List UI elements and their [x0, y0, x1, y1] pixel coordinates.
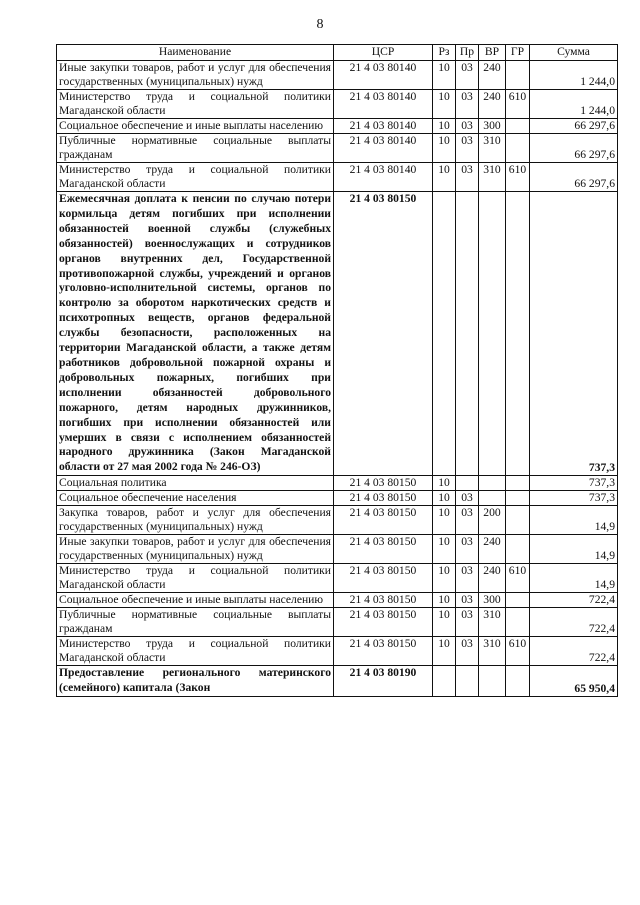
- row-sum: 66 297,6: [530, 119, 618, 134]
- row-name: Социальное обеспечение и иные выплаты населению: [57, 119, 334, 134]
- row-name: Министерство труда и социальной политики Магаданской области: [57, 564, 334, 593]
- row-rz: 10: [433, 535, 456, 564]
- table-row: [57, 192, 618, 476]
- table-row: [57, 564, 618, 593]
- row-csr: 21 4 03 80150: [334, 593, 433, 608]
- row-sum: 14,9: [530, 564, 618, 593]
- row-rz: 10: [433, 134, 456, 163]
- header-name: Наименование: [57, 45, 334, 61]
- row-vr: 240: [479, 61, 506, 90]
- table-row: [57, 61, 618, 90]
- row-gr: [506, 476, 530, 491]
- row-name: Социальная политика: [57, 476, 334, 491]
- row-vr: 310: [479, 163, 506, 192]
- row-rz: 10: [433, 491, 456, 506]
- row-vr: 240: [479, 535, 506, 564]
- row-rz: 10: [433, 61, 456, 90]
- row-gr: [506, 192, 530, 476]
- row-name: Иные закупки товаров, работ и услуг для обеспечения государственных (муниципальных) нужд: [57, 61, 334, 90]
- row-sum: 66 297,6: [530, 134, 618, 163]
- row-rz: 10: [433, 564, 456, 593]
- row-gr: [506, 119, 530, 134]
- row-gr: 610: [506, 637, 530, 666]
- table-row: [57, 119, 618, 134]
- row-gr: [506, 491, 530, 506]
- table-row: [57, 491, 618, 506]
- row-name: Иные закупки товаров, работ и услуг для обеспечения государственных (муниципальных) нужд: [57, 535, 334, 564]
- row-rz: 10: [433, 476, 456, 491]
- row-rz: [433, 192, 456, 476]
- row-pr: 03: [456, 61, 479, 90]
- row-sum: 66 297,6: [530, 163, 618, 192]
- row-rz: 10: [433, 506, 456, 535]
- row-name: Публичные нормативные социальные выплаты гражданам: [57, 134, 334, 163]
- row-sum: 737,3: [530, 192, 618, 476]
- row-sum: 737,3: [530, 491, 618, 506]
- row-gr: 610: [506, 163, 530, 192]
- row-rz: 10: [433, 119, 456, 134]
- budget-table: [56, 44, 618, 697]
- row-gr: [506, 593, 530, 608]
- page-number: 8: [316, 17, 324, 32]
- row-pr: 03: [456, 134, 479, 163]
- row-csr: 21 4 03 80150: [334, 476, 433, 491]
- row-sum: 14,9: [530, 506, 618, 535]
- table-row: [57, 134, 618, 163]
- row-name: Социальное обеспечение и иные выплаты населению: [57, 593, 334, 608]
- row-pr: 03: [456, 119, 479, 134]
- row-csr: 21 4 03 80150: [334, 535, 433, 564]
- header-sum: Сумма: [530, 45, 618, 61]
- row-sum: 65 950,4: [530, 666, 618, 697]
- row-gr: [506, 608, 530, 637]
- row-vr: [479, 666, 506, 697]
- row-pr: 03: [456, 535, 479, 564]
- row-name: Социальное обеспечение населения: [57, 491, 334, 506]
- table-row: [57, 476, 618, 491]
- row-name: Министерство труда и социальной политики Магаданской области: [57, 90, 334, 119]
- row-csr: 21 4 03 80140: [334, 134, 433, 163]
- row-rz: 10: [433, 637, 456, 666]
- row-sum: 722,4: [530, 608, 618, 637]
- row-gr: 610: [506, 90, 530, 119]
- row-sum: 737,3: [530, 476, 618, 491]
- table-header-row: [57, 45, 618, 61]
- row-gr: [506, 666, 530, 697]
- row-pr: [456, 476, 479, 491]
- row-name: Ежемесячная доплата к пенсии по случаю потери кормильца детям погибших при исполнении обязанностей военной службы (служебных обязанностей) военнослужащих и сотрудников органов внутренних дел, Государственной противопожарной службы, учреждений и органов уголовно-исполнительной системы, органов по контролю за оборотом наркотических средств и психотропных веществ, органов федеральной службы безопасности, расположенных на территории Магаданской области, а также детям работников добровольной пожарной охраны и добровольных пожарных, погибших при исполнении обязанностей добровольного пожарного, детям народных дружинников, погибших при исполнении обязанностей или умерших в связи с исполнением обязанностей народного дружинника (Закон Магаданской области от 27 мая 2002 года № 246-ОЗ): [57, 192, 334, 476]
- row-vr: [479, 491, 506, 506]
- row-name: Предоставление регионального материнского (семейного) капитала (Закон: [57, 666, 334, 697]
- row-vr: 310: [479, 608, 506, 637]
- row-sum: 1 244,0: [530, 90, 618, 119]
- row-vr: 310: [479, 134, 506, 163]
- row-csr: 21 4 03 80140: [334, 119, 433, 134]
- row-rz: [433, 666, 456, 697]
- row-rz: 10: [433, 608, 456, 637]
- row-csr: 21 4 03 80150: [334, 637, 433, 666]
- row-rz: 10: [433, 163, 456, 192]
- table-row: [57, 666, 618, 697]
- row-sum: 14,9: [530, 535, 618, 564]
- row-gr: 610: [506, 564, 530, 593]
- row-sum: 1 244,0: [530, 61, 618, 90]
- header-vr: ВР: [479, 45, 506, 61]
- row-sum: 722,4: [530, 637, 618, 666]
- row-gr: [506, 535, 530, 564]
- row-gr: [506, 61, 530, 90]
- row-csr: 21 4 03 80150: [334, 506, 433, 535]
- table-row: [57, 506, 618, 535]
- row-pr: 03: [456, 637, 479, 666]
- header-pr: Пр: [456, 45, 479, 61]
- row-csr: 21 4 03 80140: [334, 61, 433, 90]
- row-vr: 310: [479, 637, 506, 666]
- row-pr: [456, 192, 479, 476]
- table-row: [57, 608, 618, 637]
- header-rz: Рз: [433, 45, 456, 61]
- table-row: [57, 90, 618, 119]
- row-csr: 21 4 03 80150: [334, 192, 433, 476]
- row-csr: 21 4 03 80190: [334, 666, 433, 697]
- row-pr: 03: [456, 90, 479, 119]
- row-vr: 300: [479, 119, 506, 134]
- row-vr: 240: [479, 90, 506, 119]
- row-gr: [506, 134, 530, 163]
- row-pr: 03: [456, 506, 479, 535]
- row-name: Публичные нормативные социальные выплаты гражданам: [57, 608, 334, 637]
- table-row: [57, 593, 618, 608]
- row-name: Закупка товаров, работ и услуг для обеспечения государственных (муниципальных) нужд: [57, 506, 334, 535]
- row-csr: 21 4 03 80140: [334, 163, 433, 192]
- row-rz: 10: [433, 593, 456, 608]
- row-pr: 03: [456, 564, 479, 593]
- row-gr: [506, 506, 530, 535]
- header-gr: ГР: [506, 45, 530, 61]
- row-name: Министерство труда и социальной политики Магаданской области: [57, 637, 334, 666]
- row-vr: 200: [479, 506, 506, 535]
- table-row: [57, 637, 618, 666]
- row-vr: 240: [479, 564, 506, 593]
- row-csr: 21 4 03 80150: [334, 564, 433, 593]
- row-csr: 21 4 03 80150: [334, 491, 433, 506]
- row-pr: 03: [456, 491, 479, 506]
- row-pr: 03: [456, 608, 479, 637]
- row-csr: 21 4 03 80150: [334, 608, 433, 637]
- row-sum: 722,4: [530, 593, 618, 608]
- row-csr: 21 4 03 80140: [334, 90, 433, 119]
- row-rz: 10: [433, 90, 456, 119]
- table-row: [57, 163, 618, 192]
- table-row: [57, 535, 618, 564]
- row-vr: [479, 192, 506, 476]
- row-pr: 03: [456, 593, 479, 608]
- row-pr: 03: [456, 163, 479, 192]
- header-csr: ЦСР: [334, 45, 433, 61]
- row-pr: [456, 666, 479, 697]
- row-vr: [479, 476, 506, 491]
- row-name: Министерство труда и социальной политики Магаданской области: [57, 163, 334, 192]
- row-vr: 300: [479, 593, 506, 608]
